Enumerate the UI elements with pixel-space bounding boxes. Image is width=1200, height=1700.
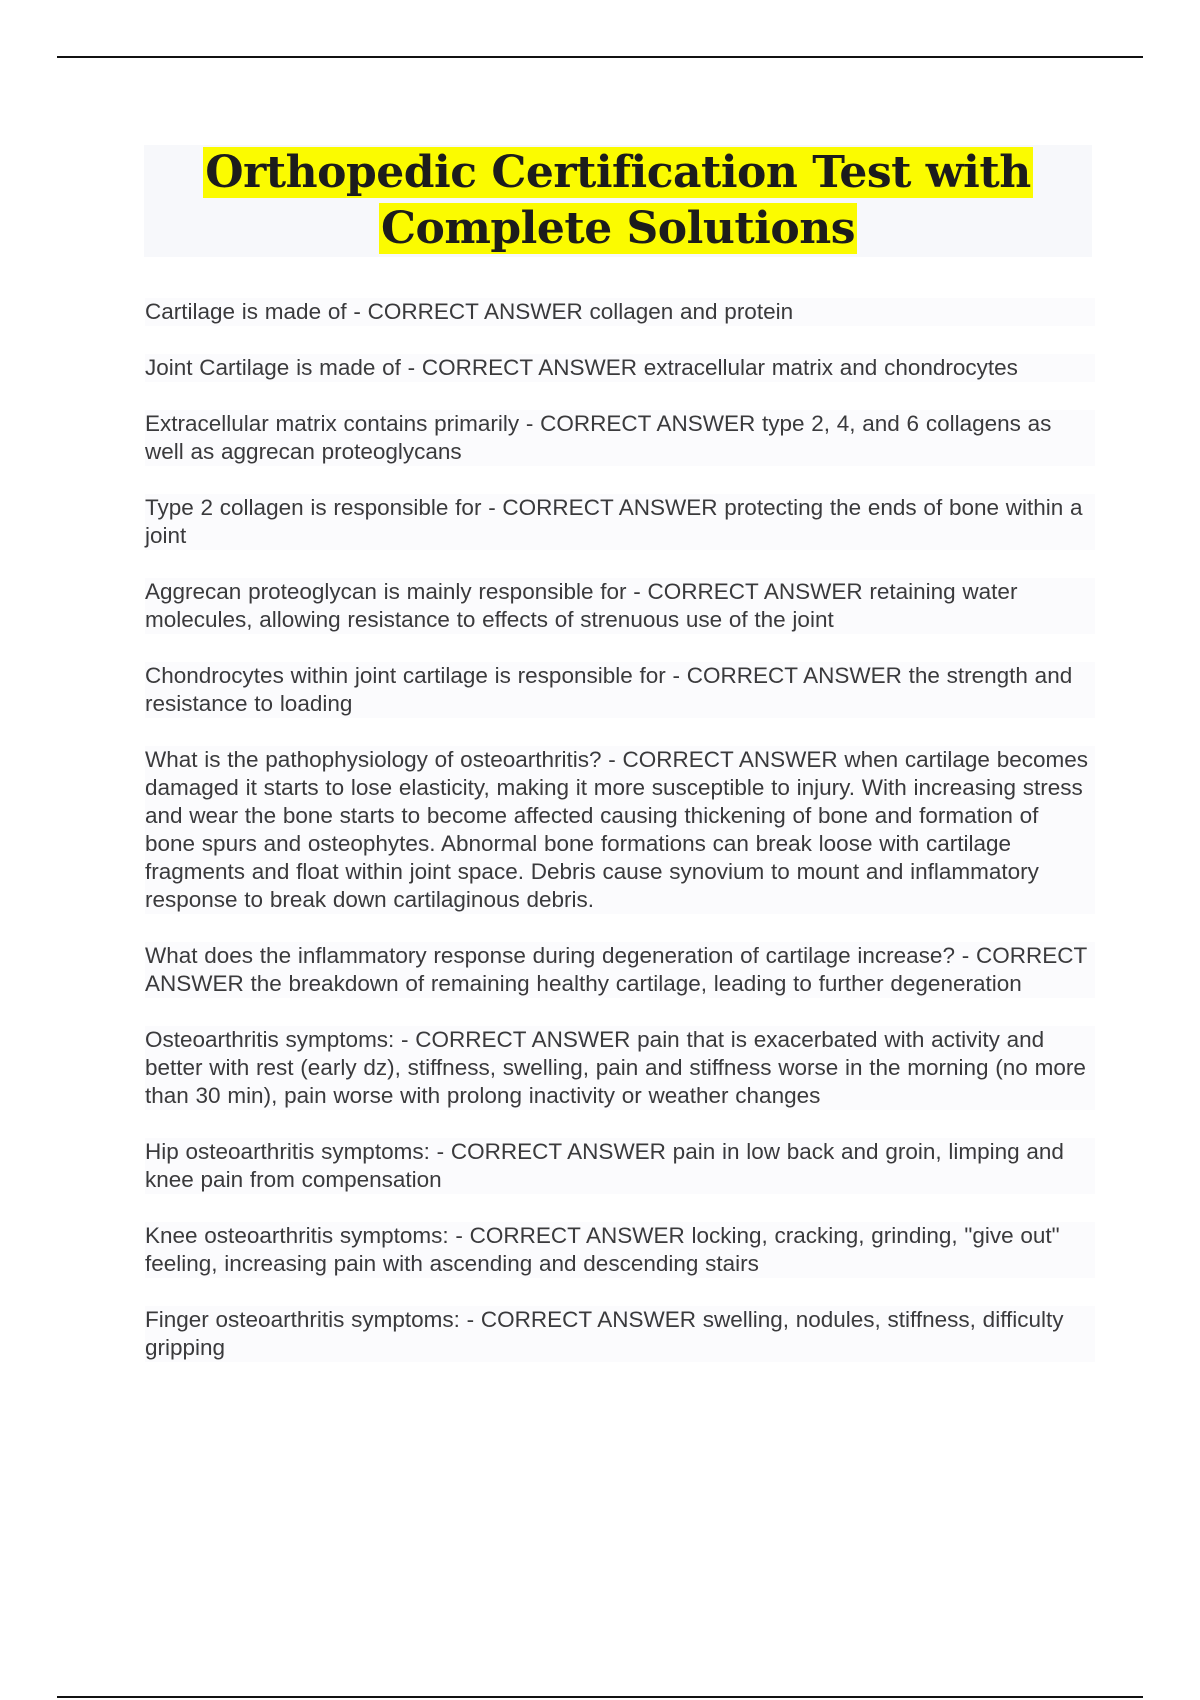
top-rule [57, 56, 1143, 58]
qa-item: Hip osteoarthritis symptoms: - CORRECT ANSWER pain in low back and groin, limping and knee pain from compensation [145, 1138, 1095, 1194]
qa-item: Joint Cartilage is made of - CORRECT ANSWER extracellular matrix and chondrocytes [145, 354, 1095, 382]
qa-item: Aggrecan proteoglycan is mainly responsible for - CORRECT ANSWER retaining water molecules, allowing resistance to effects of strenuous use of the joint [145, 578, 1095, 634]
qa-item: What does the inflammatory response during degeneration of cartilage increase? - CORRECT ANSWER the breakdown of remaining healthy cartilage, leading to further degeneration [145, 942, 1095, 998]
document-title [144, 145, 1092, 257]
qa-item: Extracellular matrix contains primarily - CORRECT ANSWER type 2, 4, and 6 collagens as well as aggrecan proteoglycans [145, 410, 1095, 466]
title-block [144, 145, 1092, 257]
title-highlight: Orthopedic Certification Test with Complete Solutions [205, 147, 1031, 254]
qa-list [145, 298, 1095, 1390]
qa-item: Finger osteoarthritis symptoms: - CORRECT ANSWER swelling, nodules, stiffness, difficulty gripping [145, 1306, 1095, 1362]
qa-item: Chondrocytes within joint cartilage is responsible for - CORRECT ANSWER the strength and resistance to loading [145, 662, 1095, 718]
bottom-rule [57, 1696, 1143, 1698]
qa-item: Osteoarthritis symptoms: - CORRECT ANSWER pain that is exacerbated with activity and better with rest (early dz), stiffness, swelling, pain and stiffness worse in the morning (no more than 30 min), pain worse with prolong inactivity or weather changes [145, 1026, 1095, 1110]
qa-item: Cartilage is made of - CORRECT ANSWER collagen and protein [145, 298, 1095, 326]
qa-item: Type 2 collagen is responsible for - CORRECT ANSWER protecting the ends of bone within a joint [145, 494, 1095, 550]
qa-item: Knee osteoarthritis symptoms: - CORRECT ANSWER locking, cracking, grinding, "give out" feeling, increasing pain with ascending and descending stairs [145, 1222, 1095, 1278]
qa-item: What is the pathophysiology of osteoarthritis? - CORRECT ANSWER when cartilage becomes damaged it starts to lose elasticity, making it more susceptible to injury. With increasing stress and wear the bone starts to become affected causing thickening of bone and formation of bone spurs and osteophytes. Abnormal bone formations can break loose with cartilage fragments and float within joint space. Debris cause synovium to mount and inflammatory response to break down cartilaginous debris. [145, 746, 1095, 914]
